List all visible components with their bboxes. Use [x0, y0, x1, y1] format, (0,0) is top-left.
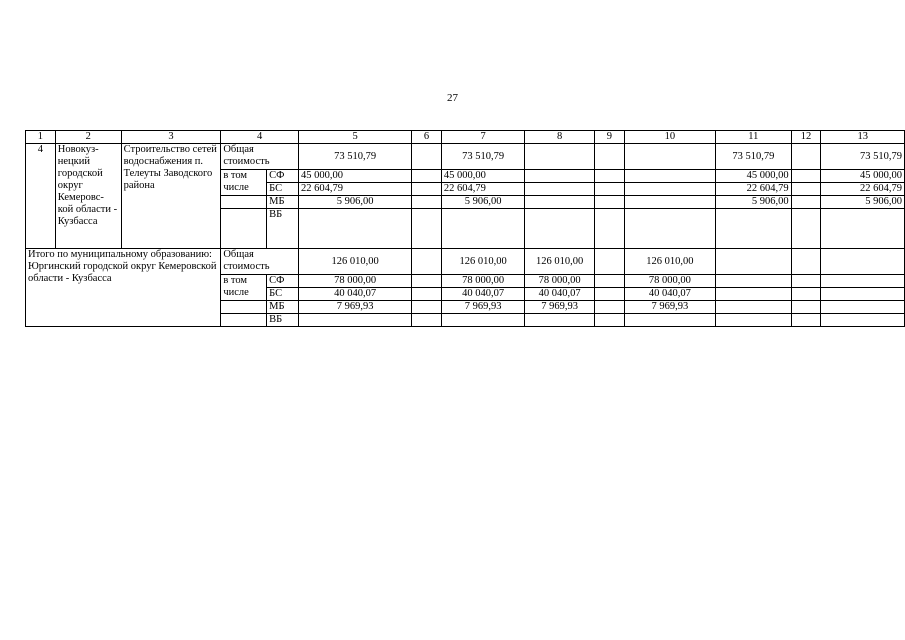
including-label: в том числе — [221, 275, 267, 301]
source-code: БС — [267, 183, 299, 196]
value-cell: 73 510,79 — [299, 144, 412, 170]
source-code: СФ — [267, 170, 299, 183]
value-cell — [624, 196, 715, 209]
value-cell — [821, 275, 905, 288]
value-cell: 40 040,07 — [299, 288, 412, 301]
value-cell — [525, 209, 595, 249]
value-cell — [791, 144, 821, 170]
value-cell — [791, 288, 821, 301]
value-cell: 40 040,07 — [525, 288, 595, 301]
header-col-4: 4 — [221, 131, 299, 144]
value-cell — [791, 170, 821, 183]
value-cell: 126 010,00 — [441, 249, 524, 275]
source-code: БС — [267, 288, 299, 301]
value-cell — [441, 314, 524, 327]
header-col-5: 5 — [299, 131, 412, 144]
value-cell — [412, 314, 442, 327]
value-cell — [594, 275, 624, 288]
header-row — [26, 131, 905, 144]
value-cell: 126 010,00 — [525, 249, 595, 275]
value-cell — [594, 170, 624, 183]
value-cell — [594, 183, 624, 196]
value-cell: 126 010,00 — [299, 249, 412, 275]
source-code: ВБ — [267, 314, 299, 327]
header-col-8: 8 — [525, 131, 595, 144]
value-cell — [412, 183, 442, 196]
source-code: ВБ — [267, 209, 299, 249]
value-cell — [716, 314, 792, 327]
value-cell: 73 510,79 — [441, 144, 524, 170]
value-cell — [412, 196, 442, 209]
value-cell: 5 906,00 — [821, 196, 905, 209]
value-cell — [716, 249, 792, 275]
value-cell — [594, 288, 624, 301]
value-cell: 22 604,79 — [441, 183, 524, 196]
value-cell: 7 969,93 — [525, 301, 595, 314]
value-cell — [412, 275, 442, 288]
header-col-13: 13 — [821, 131, 905, 144]
value-cell — [412, 170, 442, 183]
value-cell — [821, 301, 905, 314]
header-col-7: 7 — [441, 131, 524, 144]
source-code: МБ — [267, 301, 299, 314]
value-cell: 5 906,00 — [441, 196, 524, 209]
value-cell — [821, 314, 905, 327]
header-col-10: 10 — [624, 131, 715, 144]
value-cell — [299, 209, 412, 249]
value-cell — [594, 314, 624, 327]
value-cell: 40 040,07 — [441, 288, 524, 301]
total-cost-label: Общая стоимость — [221, 249, 299, 275]
project-cell: Строительство сетей водоснабжения п. Телеуты Заводского района — [121, 144, 221, 249]
value-cell: 73 510,79 — [821, 144, 905, 170]
value-cell — [821, 209, 905, 249]
value-cell — [525, 183, 595, 196]
header-col-2: 2 — [55, 131, 121, 144]
value-cell — [716, 209, 792, 249]
header-col-1: 1 — [26, 131, 56, 144]
value-cell — [412, 301, 442, 314]
value-cell — [821, 249, 905, 275]
value-cell — [791, 196, 821, 209]
value-cell — [441, 209, 524, 249]
value-cell: 7 969,93 — [441, 301, 524, 314]
header-col-12: 12 — [791, 131, 821, 144]
value-cell — [412, 209, 442, 249]
value-cell: 73 510,79 — [716, 144, 792, 170]
header-col-3: 3 — [121, 131, 221, 144]
value-cell — [716, 275, 792, 288]
value-cell: 45 000,00 — [299, 170, 412, 183]
value-cell — [791, 209, 821, 249]
header-col-9: 9 — [594, 131, 624, 144]
value-cell: 7 969,93 — [624, 301, 715, 314]
value-cell — [791, 249, 821, 275]
value-cell — [624, 209, 715, 249]
value-cell: 5 906,00 — [716, 196, 792, 209]
value-cell: 78 000,00 — [525, 275, 595, 288]
value-cell: 78 000,00 — [624, 275, 715, 288]
value-cell — [525, 196, 595, 209]
value-cell: 40 040,07 — [624, 288, 715, 301]
value-cell — [791, 275, 821, 288]
value-cell — [525, 170, 595, 183]
municipality-total-label: Итого по муниципальному образованию: Юргинский городской округ Кемеровской области - Кузбасса — [26, 249, 221, 327]
value-cell — [716, 301, 792, 314]
value-cell: 22 604,79 — [716, 183, 792, 196]
value-cell — [412, 144, 442, 170]
value-cell — [412, 288, 442, 301]
source-code: МБ — [267, 196, 299, 209]
value-cell — [594, 209, 624, 249]
value-cell: 126 010,00 — [624, 249, 715, 275]
table-row — [26, 249, 905, 275]
value-cell: 45 000,00 — [441, 170, 524, 183]
value-cell — [525, 144, 595, 170]
value-cell — [791, 314, 821, 327]
value-cell: 45 000,00 — [821, 170, 905, 183]
value-cell — [299, 314, 412, 327]
row-number: 4 — [26, 144, 56, 249]
value-cell — [821, 288, 905, 301]
value-cell — [525, 314, 595, 327]
value-cell: 22 604,79 — [821, 183, 905, 196]
header-col-11: 11 — [716, 131, 792, 144]
value-cell — [624, 144, 715, 170]
table-row — [26, 144, 905, 170]
value-cell: 7 969,93 — [299, 301, 412, 314]
value-cell: 22 604,79 — [299, 183, 412, 196]
value-cell — [624, 170, 715, 183]
value-cell: 78 000,00 — [299, 275, 412, 288]
value-cell: 45 000,00 — [716, 170, 792, 183]
value-cell — [594, 196, 624, 209]
source-code: СФ — [267, 275, 299, 288]
value-cell — [412, 249, 442, 275]
value-cell — [594, 144, 624, 170]
value-cell — [791, 301, 821, 314]
municipality-cell: Новокуз-нецкий городской округ Кемеровс-кой области - Кузбасса — [55, 144, 121, 249]
empty-cell — [221, 301, 267, 314]
empty-cell — [221, 314, 267, 327]
value-cell: 78 000,00 — [441, 275, 524, 288]
value-cell: 5 906,00 — [299, 196, 412, 209]
value-cell — [594, 301, 624, 314]
empty-cell — [221, 209, 267, 249]
value-cell — [624, 183, 715, 196]
including-label: в том числе — [221, 170, 267, 196]
page-number: 27 — [447, 92, 458, 104]
value-cell — [594, 249, 624, 275]
value-cell — [716, 288, 792, 301]
total-cost-label: Общая стоимость — [221, 144, 299, 170]
budget-table — [25, 130, 905, 327]
value-cell — [624, 314, 715, 327]
empty-cell — [221, 196, 267, 209]
value-cell — [791, 183, 821, 196]
header-col-6: 6 — [412, 131, 442, 144]
